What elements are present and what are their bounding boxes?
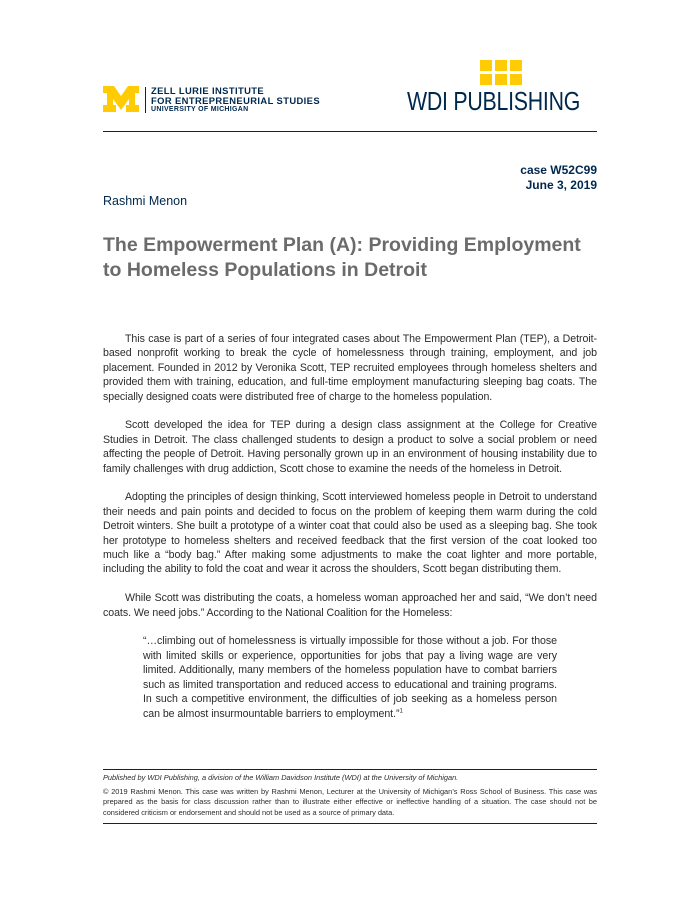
quote-text: “…climbing out of homelessness is virtually impossible for those without a job. For those with limited skills or experience, opportunities for jobs that pay a living wage are very limited. Additionally, many members of the homeless population have to combat barriers such as limited transportation and reduced access to educational and training programs. In such a competitive environment, the difficulties of job seeking as a homeless person can be almost insurmountable barriers to employment.” [143,635,557,720]
wdi-publishing-logo [407,60,595,118]
case-number: case W52C99 [520,163,597,177]
case-info [520,163,597,193]
zell-line-1: ZELL LURIE INSTITUTE [151,85,265,96]
case-body [103,332,597,721]
paragraph-1: This case is part of a series of four integrated cases about The Empowerment Plan (TEP), a Detroit-based nonprofit working to break the cycle of homelessness through training, employment, and job placement. Founded in 2012 by Veronika Scott, TEP recruited employees through homeless shelters and provided them with training, education, and full-time employment manufacturing sleeping bag coats. The specially designed coats were distributed free of charge to the homeless population. [103,333,597,403]
block-m-icon [103,86,139,112]
copyright-notice: © 2019 Rashmi Menon. This case was written by Rashmi Menon, Lecturer at the University of Michigan’s Ross School of Business. This case was prepared as the basis for class discussion rather than to illustrate either effective or ineffective handling of a situation. The case should not be considered criticism or endorsement and should not be used as a source of primary data. [103,787,597,817]
author-name: Rashmi Menon [103,194,188,208]
footer-rule-bottom [103,823,597,824]
zell-line-2: FOR ENTREPRENEURIAL STUDIES [151,95,320,106]
footer-rule-top [103,769,597,770]
header-rule [103,131,597,132]
paragraph-3: Adopting the principles of design thinking, Scott interviewed homeless people in Detroit to understand their needs and pain points and decided to focus on the problem of keeping them warm during the cold Detroit winters. She built a prototype of a winter coat that could also be used as a sleeping bag. She took her prototype to homeless shelters and received feedback that the first version of the coat looked too much like a “body bag.” After making some adjustments to make the coat lighter and more portable, including the ability to fold the coat and wear it across the shoulders, Scott began distributing them. [103,491,597,576]
logo-divider [145,87,146,113]
case-date: June 3, 2019 [525,178,597,192]
block-quote [143,634,557,720]
footnote-ref[interactable]: 1 [399,707,403,714]
paragraph-4: While Scott was distributing the coats, a homeless woman approached her and said, “We don’t need coats. We need jobs.” According to the National Coalition for the Homeless: [103,592,597,619]
case-title: The Empowerment Plan (A): Providing Employment to Homeless Populations in Detroit [103,234,581,281]
zell-lurie-text [151,86,321,114]
paragraph-2: Scott developed the idea for TEP during a design class assignment at the College for Creative Studies in Detroit. The class challenged students to design a product to solve a social problem or need affecting the people of Detroit. Having personally grown up in an environment of housing instability due to family challenges with drug addiction, Scott chose to examine the needs of the homeless in Detroit. [103,419,597,475]
zell-line-3: UNIVERSITY OF MICHIGAN [151,106,249,113]
wdi-squares-icon [480,60,524,86]
wdi-publishing-text: WDI PUBLISHING [407,86,581,116]
published-by: Published by WDI Publishing, a division of the William Davidson Institute (WDI) at the University of Michigan. [103,773,459,782]
